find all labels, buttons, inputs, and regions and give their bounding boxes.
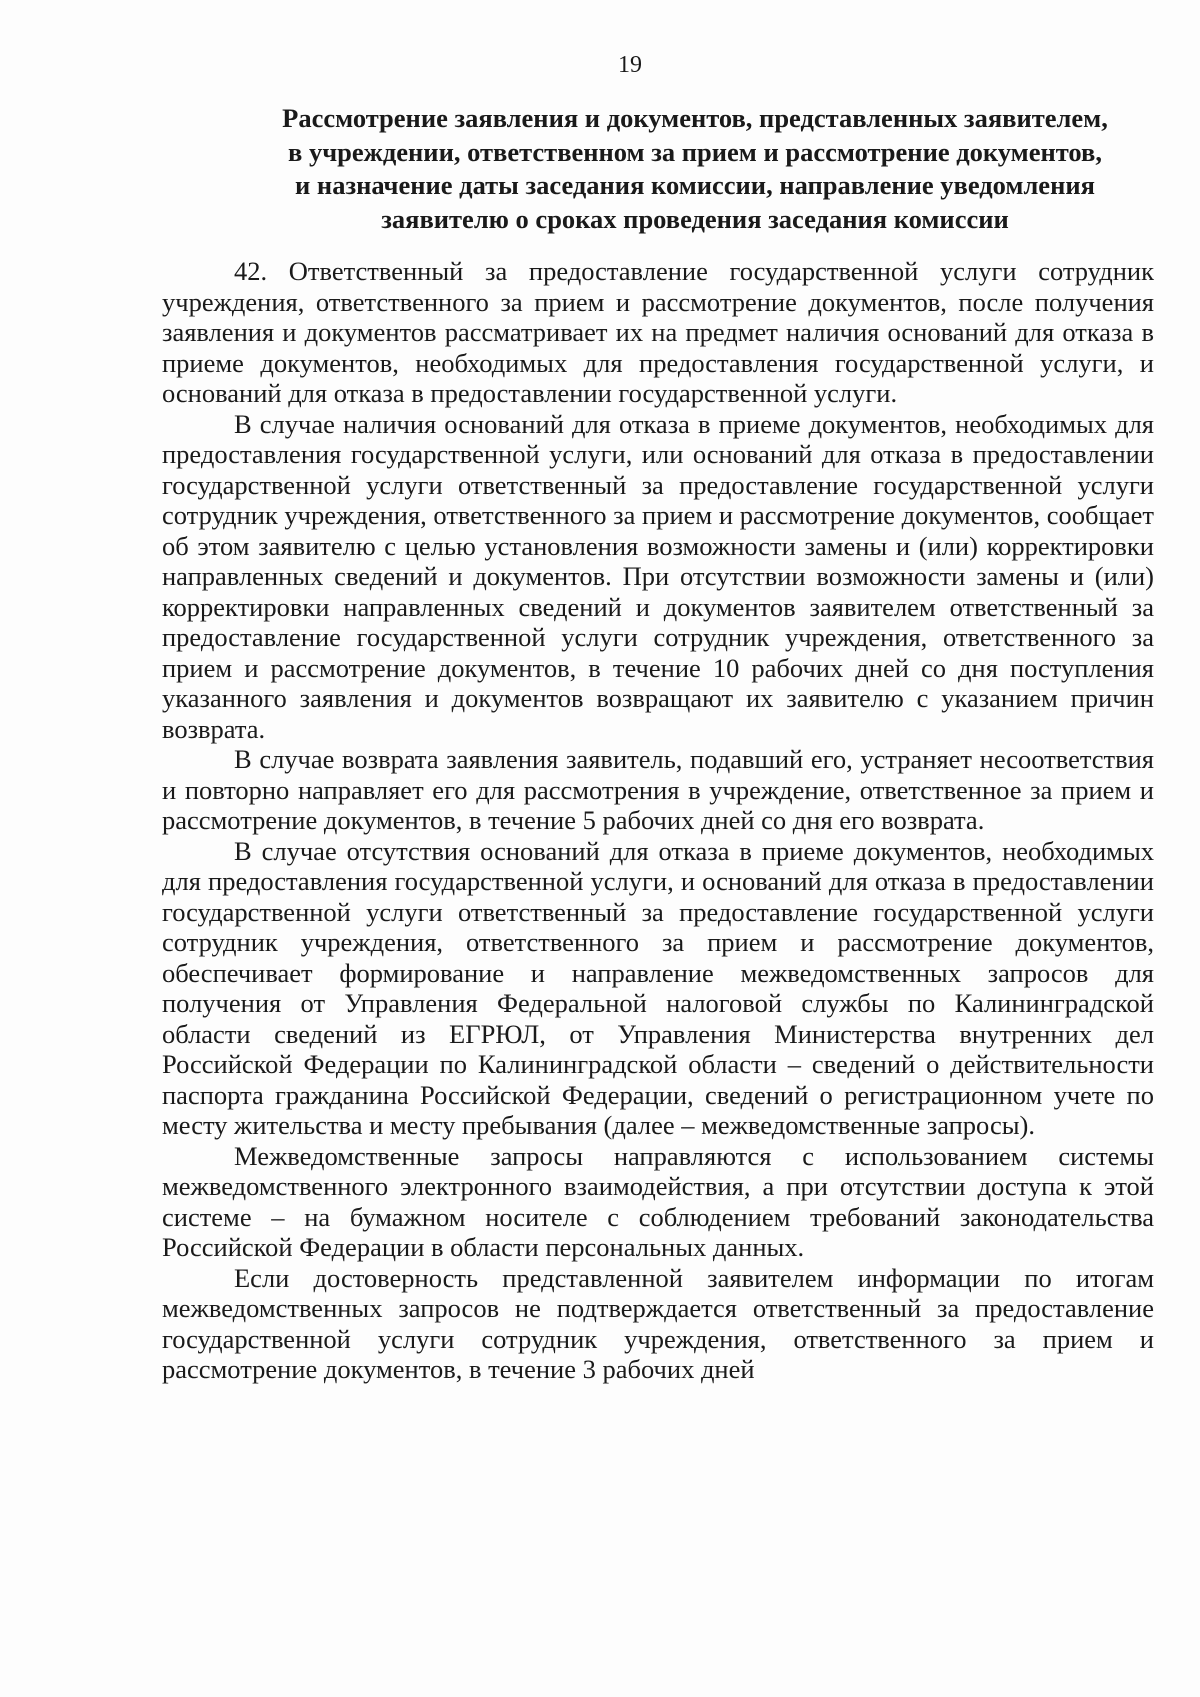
- heading-line: в учреждении, ответственном за прием и рассмотрение документов,: [288, 136, 1102, 167]
- page-number: 19: [618, 52, 642, 78]
- paragraph-verification: Если достоверность представленной заявителем информации по итогам межведомственных запросов не подтверждается ответственный за предоставление государственной услуги сотрудник учреждения, ответственного за прием и рассмотрение документов, в течение 3 рабочих дней: [162, 1262, 1154, 1384]
- paragraph-refusal-grounds: В случае наличия оснований для отказа в приеме документов, необходимых для предоставления государственной услуги, или оснований для отказа в предоставлении государственной услуги ответственный за предоставление государственной услуги сотрудник учреждения, ответственного за прием и рассмотрение документов, сообщает об этом заявителю с целью установления возможности замены и (или) корректировки направленных сведений и документов. При отсутствии возможности замены и (или) корректировки направленных сведений и документов заявителем ответственный за предоставление государственной услуги сотрудник учреждения, ответственного за прием и рассмотрение документов, в течение 10 рабочих дней со дня поступления указанного заявления и документов возвращают их заявителю с указанием причин возврата.: [162, 408, 1154, 744]
- heading-line: заявителю о сроках проведения заседания комиссии: [381, 203, 1009, 234]
- paragraph-electronic-interaction: Межведомственные запросы направляются с использованием системы межведомственного электронного взаимодействия, а при отсутствии доступа к этой системе – на бумажном носителе с соблюдением требований законодательства Российской Федерации в области персональных данных.: [162, 1140, 1154, 1262]
- paragraph-42: 42. Ответственный за предоставление государственной услуги сотрудник учреждения, ответственного за прием и рассмотрение документов, после получения заявления и документов рассматривает их на предмет наличия оснований для отказа в приеме документов, необходимых для предоставления государственной услуги, и оснований для отказа в предоставлении государственной услуги.: [162, 256, 1154, 408]
- paragraph-interagency-requests: В случае отсутствия оснований для отказа в приеме документов, необходимых для предоставления государственной услуги, и оснований для отказа в предоставлении государственной услуги ответственный за предоставление государственной услуги сотрудник учреждения, ответственного за прием и рассмотрение документов, обеспечивает формирование и направление межведомственных запросов для получения от Управления Федеральной налоговой службы по Калининградской области сведений из ЕГРЮЛ, от Управления Министерства внутренних дел Российской Федерации по Калининградской области – сведений о действительности паспорта гражданина Российской Федерации, сведений о регистрационном учете по месту жительства и месту пребывания (далее – межведомственные запросы).: [162, 835, 1154, 1140]
- heading-line: Рассмотрение заявления и документов, представленных заявителем,: [282, 103, 1108, 133]
- heading-line: и назначение даты заседания комиссии, направление уведомления: [295, 170, 1095, 200]
- body-text: [162, 256, 1154, 1385]
- section-heading: [230, 102, 1160, 236]
- paragraph-return: В случае возврата заявления заявитель, подавший его, устраняет несоответствия и повторно направляет его для рассмотрения в учреждение, ответственное за прием и рассмотрение документов, в течение 5 рабочих дней со дня его возврата.: [162, 744, 1154, 835]
